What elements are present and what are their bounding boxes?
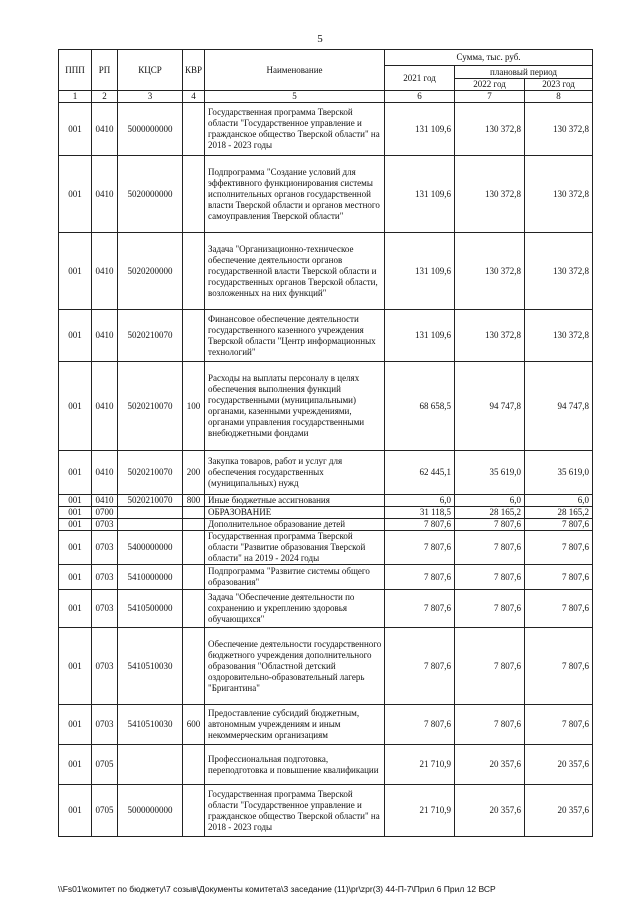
cell-sum-2022: 130 372,8: [455, 156, 525, 233]
cell-kcsr: 5000000000: [118, 103, 183, 156]
header-ppp: ППП: [59, 50, 92, 91]
cell-ppp: 001: [59, 628, 92, 705]
cell-sum-2021: 7 807,6: [385, 565, 455, 590]
cell-sum-2022: 7 807,6: [455, 590, 525, 628]
table-row: [59, 519, 593, 531]
cell-sum-2021: 131 109,6: [385, 233, 455, 310]
cell-ppp: 001: [59, 156, 92, 233]
cell-sum-2022: 7 807,6: [455, 519, 525, 531]
cell-ppp: 001: [59, 362, 92, 451]
cell-name: Финансовое обеспечение деятельности государственного казенного учреждения Тверской области "Центр информационных технологий": [205, 310, 385, 362]
table-row: [59, 565, 593, 590]
cell-sum-2023: 20 357,6: [525, 745, 593, 785]
cell-sum-2021: 7 807,6: [385, 628, 455, 705]
table-row: [59, 745, 593, 785]
table-row: [59, 156, 593, 233]
header-sum: Сумма, тыс. руб.: [385, 50, 593, 66]
cell-sum-2022: 7 807,6: [455, 705, 525, 745]
cell-sum-2023: 7 807,6: [525, 628, 593, 705]
cell-sum-2023: 7 807,6: [525, 705, 593, 745]
cell-sum-2023: 35 619,0: [525, 451, 593, 495]
cell-sum-2022: 7 807,6: [455, 628, 525, 705]
cell-name: Предоставление субсидий бюджетным, автономным учреждениям и иным некоммерческим организациям: [205, 705, 385, 745]
cell-name: Закупка товаров, работ и услуг для обеспечения государственных (муниципальных) нужд: [205, 451, 385, 495]
column-number: 8: [525, 91, 593, 103]
cell-sum-2021: 131 109,6: [385, 156, 455, 233]
footer-file-path: \\Fs01\комитет по бюджету\7 созыв\Документы комитета\3 заседание (11)\pr\zpr(3) 44-П-7\Прил 6 Прил 12 ВСР: [58, 884, 496, 894]
cell-kcsr: [118, 519, 183, 531]
cell-sum-2021: 7 807,6: [385, 705, 455, 745]
cell-kvr: 200: [183, 451, 205, 495]
cell-sum-2022: 130 372,8: [455, 310, 525, 362]
cell-sum-2023: 130 372,8: [525, 310, 593, 362]
cell-ppp: 001: [59, 519, 92, 531]
column-number-row: [59, 91, 593, 103]
cell-sum-2023: 6,0: [525, 495, 593, 507]
cell-kcsr: 5410510030: [118, 628, 183, 705]
cell-rp: 0703: [92, 531, 118, 565]
table-row: [59, 103, 593, 156]
cell-sum-2021: 131 109,6: [385, 310, 455, 362]
cell-kvr: 100: [183, 362, 205, 451]
table-row: [59, 451, 593, 495]
table-row: [59, 628, 593, 705]
column-number: 5: [205, 91, 385, 103]
cell-rp: 0703: [92, 590, 118, 628]
cell-rp: 0410: [92, 451, 118, 495]
cell-name: Задача "Обеспечение деятельности по сохранению и укреплению здоровья обучающихся": [205, 590, 385, 628]
cell-sum-2022: 6,0: [455, 495, 525, 507]
column-number: 6: [385, 91, 455, 103]
cell-kvr: [183, 507, 205, 519]
cell-sum-2021: 7 807,6: [385, 590, 455, 628]
cell-sum-2023: 94 747,8: [525, 362, 593, 451]
cell-rp: 0410: [92, 156, 118, 233]
cell-ppp: 001: [59, 310, 92, 362]
cell-kcsr: 5020210070: [118, 451, 183, 495]
header-planned-period: плановый период: [455, 66, 593, 79]
budget-table: [58, 49, 593, 837]
cell-rp: 0703: [92, 628, 118, 705]
cell-sum-2021: 31 118,5: [385, 507, 455, 519]
cell-kcsr: 5020210070: [118, 310, 183, 362]
cell-sum-2021: 21 710,9: [385, 785, 455, 837]
cell-sum-2023: 130 372,8: [525, 156, 593, 233]
cell-ppp: 001: [59, 785, 92, 837]
column-number: 2: [92, 91, 118, 103]
table-row: [59, 590, 593, 628]
table-row: [59, 495, 593, 507]
cell-sum-2023: 130 372,8: [525, 233, 593, 310]
cell-ppp: 001: [59, 495, 92, 507]
cell-ppp: 001: [59, 705, 92, 745]
cell-sum-2022: 7 807,6: [455, 565, 525, 590]
table-row: [59, 310, 593, 362]
cell-sum-2023: 28 165,2: [525, 507, 593, 519]
header-rp: РП: [92, 50, 118, 91]
cell-kcsr: [118, 507, 183, 519]
cell-rp: 0410: [92, 233, 118, 310]
cell-kcsr: 5000000000: [118, 785, 183, 837]
cell-kvr: [183, 156, 205, 233]
cell-sum-2021: 21 710,9: [385, 745, 455, 785]
cell-name: Профессиональная подготовка, переподготовка и повышение квалификации: [205, 745, 385, 785]
cell-sum-2022: 94 747,8: [455, 362, 525, 451]
cell-name: Расходы на выплаты персоналу в целях обеспечения выполнения функций государственными (муниципальными) органами, казенными учреждениями, органами управления государственными внебюджетными фондами: [205, 362, 385, 451]
cell-ppp: 001: [59, 451, 92, 495]
table-row: [59, 507, 593, 519]
header-kvr: КВР: [183, 50, 205, 91]
cell-rp: 0410: [92, 310, 118, 362]
cell-sum-2023: 20 357,6: [525, 785, 593, 837]
cell-kcsr: 5020210070: [118, 362, 183, 451]
cell-sum-2021: 68 658,5: [385, 362, 455, 451]
cell-sum-2022: 35 619,0: [455, 451, 525, 495]
header-kcsr: КЦСР: [118, 50, 183, 91]
cell-sum-2023: 7 807,6: [525, 565, 593, 590]
cell-kvr: 800: [183, 495, 205, 507]
header-year-2022: 2022 год: [455, 79, 525, 91]
cell-kvr: [183, 785, 205, 837]
cell-name: Подпрограмма "Создание условий для эффективного функционирования системы исполнительных органов государственной власти Тверской области и органов местного самоуправления Тверской области": [205, 156, 385, 233]
cell-name: Государственная программа Тверской области "Государственное управление и гражданское общество Тверской области" на 2018 - 2023 годы: [205, 785, 385, 837]
header-name: Наименование: [205, 50, 385, 91]
cell-ppp: 001: [59, 507, 92, 519]
cell-name: ОБРАЗОВАНИЕ: [205, 507, 385, 519]
cell-rp: 0703: [92, 519, 118, 531]
cell-rp: 0705: [92, 745, 118, 785]
cell-kvr: [183, 233, 205, 310]
cell-kvr: [183, 103, 205, 156]
cell-kcsr: 5410500000: [118, 590, 183, 628]
cell-ppp: 001: [59, 565, 92, 590]
cell-kvr: [183, 628, 205, 705]
cell-sum-2023: 130 372,8: [525, 103, 593, 156]
cell-sum-2021: 7 807,6: [385, 531, 455, 565]
cell-sum-2021: 6,0: [385, 495, 455, 507]
cell-name: Дополнительное образование детей: [205, 519, 385, 531]
table-row: [59, 233, 593, 310]
cell-sum-2022: 28 165,2: [455, 507, 525, 519]
cell-name: Задача "Организационно-техническое обеспечение деятельности органов государственной власти Тверской области и государственных органов Тверской области, возложенных на них функций": [205, 233, 385, 310]
cell-sum-2022: 7 807,6: [455, 531, 525, 565]
cell-sum-2022: 20 357,6: [455, 785, 525, 837]
cell-sum-2022: 130 372,8: [455, 233, 525, 310]
cell-kcsr: 5410000000: [118, 565, 183, 590]
table-row: [59, 362, 593, 451]
header-row: [59, 50, 593, 66]
cell-name: Подпрограмма "Развитие системы общего образования": [205, 565, 385, 590]
cell-kvr: 600: [183, 705, 205, 745]
cell-rp: 0410: [92, 495, 118, 507]
cell-kvr: [183, 590, 205, 628]
cell-kvr: [183, 310, 205, 362]
cell-sum-2023: 7 807,6: [525, 531, 593, 565]
cell-rp: 0703: [92, 565, 118, 590]
table-body: [59, 103, 593, 837]
cell-kcsr: 5410510030: [118, 705, 183, 745]
cell-sum-2023: 7 807,6: [525, 519, 593, 531]
cell-kcsr: 5020210070: [118, 495, 183, 507]
cell-kcsr: 5400000000: [118, 531, 183, 565]
cell-name: Обеспечение деятельности государственного бюджетного учреждения дополнительного образования "Областной детский оздоровительно-образовательный лагерь "Бригантина": [205, 628, 385, 705]
table-row: [59, 705, 593, 745]
header-year-2021: 2021 год: [385, 66, 455, 91]
cell-rp: 0410: [92, 103, 118, 156]
cell-ppp: 001: [59, 745, 92, 785]
column-number: 7: [455, 91, 525, 103]
cell-sum-2022: 130 372,8: [455, 103, 525, 156]
cell-rp: 0705: [92, 785, 118, 837]
column-number: 4: [183, 91, 205, 103]
header-year-2023: 2023 год: [525, 79, 593, 91]
cell-rp: 0703: [92, 705, 118, 745]
cell-sum-2021: 7 807,6: [385, 519, 455, 531]
column-number: 3: [118, 91, 183, 103]
cell-ppp: 001: [59, 531, 92, 565]
cell-kvr: [183, 745, 205, 785]
cell-kvr: [183, 565, 205, 590]
table-row: [59, 785, 593, 837]
cell-rp: 0410: [92, 362, 118, 451]
cell-rp: 0700: [92, 507, 118, 519]
cell-kcsr: 5020000000: [118, 156, 183, 233]
cell-name: Государственная программа Тверской области "Государственное управление и гражданское общество Тверской области" на 2018 - 2023 годы: [205, 103, 385, 156]
cell-kvr: [183, 531, 205, 565]
page-number: 5: [317, 33, 323, 45]
cell-ppp: 001: [59, 590, 92, 628]
cell-name: Иные бюджетные ассигнования: [205, 495, 385, 507]
cell-sum-2021: 131 109,6: [385, 103, 455, 156]
cell-kcsr: 5020200000: [118, 233, 183, 310]
table-row: [59, 531, 593, 565]
cell-sum-2021: 62 445,1: [385, 451, 455, 495]
cell-sum-2022: 20 357,6: [455, 745, 525, 785]
cell-ppp: 001: [59, 103, 92, 156]
cell-sum-2023: 7 807,6: [525, 590, 593, 628]
cell-kcsr: [118, 745, 183, 785]
cell-ppp: 001: [59, 233, 92, 310]
cell-kvr: [183, 519, 205, 531]
column-number: 1: [59, 91, 92, 103]
cell-name: Государственная программа Тверской области "Развитие образования Тверской области" на 2019 - 2024 годы: [205, 531, 385, 565]
